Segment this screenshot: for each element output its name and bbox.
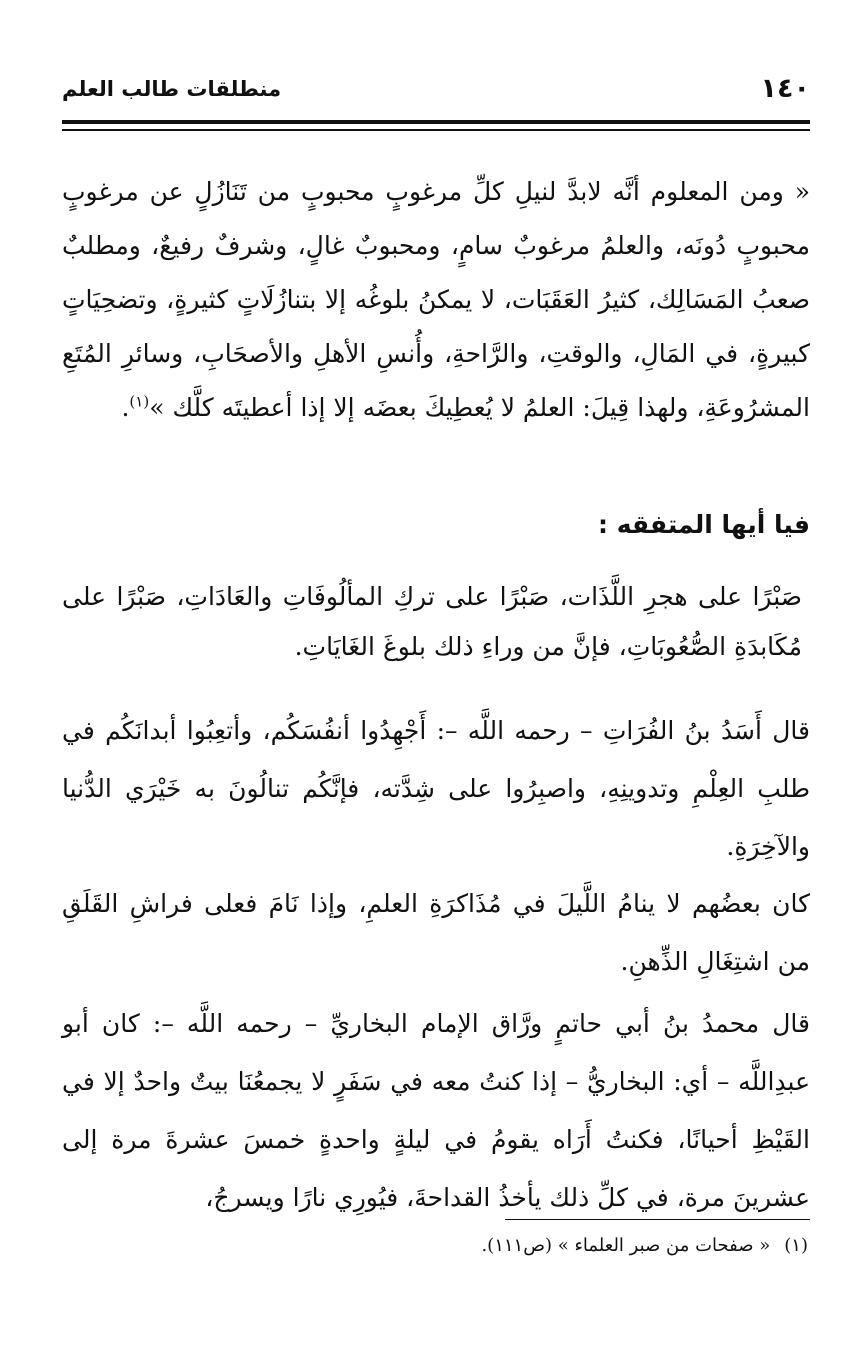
quote-paragraph: [62, 165, 810, 435]
asad-ibn-furat-paragraph: قال أَسَدُ بنُ الفُرَاتِ – رحمه اللَّه –: أَجْهِدُوا أنفُسَكُم، وأتعِبُوا أبدانَكُم في طلبِ العِلْمِ وتدوينِهِ، واصبِرُوا على شِدَّته، فإنَّكُم تنالُونَ به خَيْرَي الدُّنيا والآخِرَةِ.: [62, 716, 810, 861]
header-rule-thin: [62, 129, 810, 131]
quote-end-period: .: [121, 393, 130, 422]
bukhari-paragraph: قال محمدُ بنُ أبي حاتمٍ ورَّاق الإمام البخاريِّ – رحمه اللَّه –: كان أبو عبدِاللَّه – أي: البخاريُّ – إذا كنتُ معه في سَفَرٍ لا يجمعُنَا بيتٌ واحدٌ إلا في القَيْظِ أحيانًا، فكنتُ أَرَاه يقومُ في ليلةٍ واحدةٍ خمسَ عشرةَ مرة إلى عشرينَ مرة، في كلِّ ذلك يأخذُ القداحةَ، فيُورِي نارًا ويسرجُ،: [62, 1009, 810, 1212]
patience-paragraph: صَبْرًا على هجرِ اللَّذَات، صَبْرًا على تركِ المألُوفَاتِ والعَادَاتِ، صَبْرًا على مُكَابدَةِ الصُّعُوبَاتِ، فإنَّ من وراءِ ذلك بلوغَ الغَايَاتِ.: [62, 582, 802, 661]
quote-text: « ومن المعلوم أنَّه لابدَّ لنيلِ كلِّ مرغوبٍ محبوبٍ من تَنَازُلٍ عن مرغوبٍ محبوبٍ دُونَه، والعلمُ مرغوبٌ سامٍ، ومحبوبٌ غالٍ، وشرفٌ رفيعٌ، ومطلبٌ صعبُ المَسَالِك، كثيرُ العَقَبَات، لا يمكنُ بلوغُه إلا بتنازُلَاتٍ كثيرةٍ، وتضحِيَاتٍ كبيرةٍ، في المَالِ، والوقتِ، والرَّاحةِ، وأُنسِ الأهلِ والأصحَابِ، وسائرِ المُتَعِ المشرُوعَةِ، ولهذا قِيلَ: العلمُ لا يُعطِيكَ بعضَه إلا إذا أعطيتَه كلَّك »: [62, 177, 810, 422]
footnote-text: « صفحات من صبر العلماء » (ص١١١).: [481, 1235, 771, 1256]
page-number: ١٤٠: [760, 73, 810, 104]
header-rule-thick: [62, 120, 810, 124]
section-heading: فيا أيها المتفقه :: [598, 510, 810, 539]
running-title: منطلقات طالب العلم: [62, 77, 282, 101]
footnote-marker: (١): [784, 1235, 808, 1256]
footnote: [481, 1232, 808, 1260]
footnote-separator: [505, 1219, 810, 1220]
footnote-reference: (١): [129, 392, 150, 411]
night-study-paragraph: كان بعضُهم لا ينامُ اللَّيلَ في مُذَاكرَةِ العلمِ، وإذا نَامَ فعلى فراشِ القَلَقِ من اشتِغَالِ الذِّهنِ.: [62, 889, 810, 976]
page-header: [62, 72, 810, 108]
